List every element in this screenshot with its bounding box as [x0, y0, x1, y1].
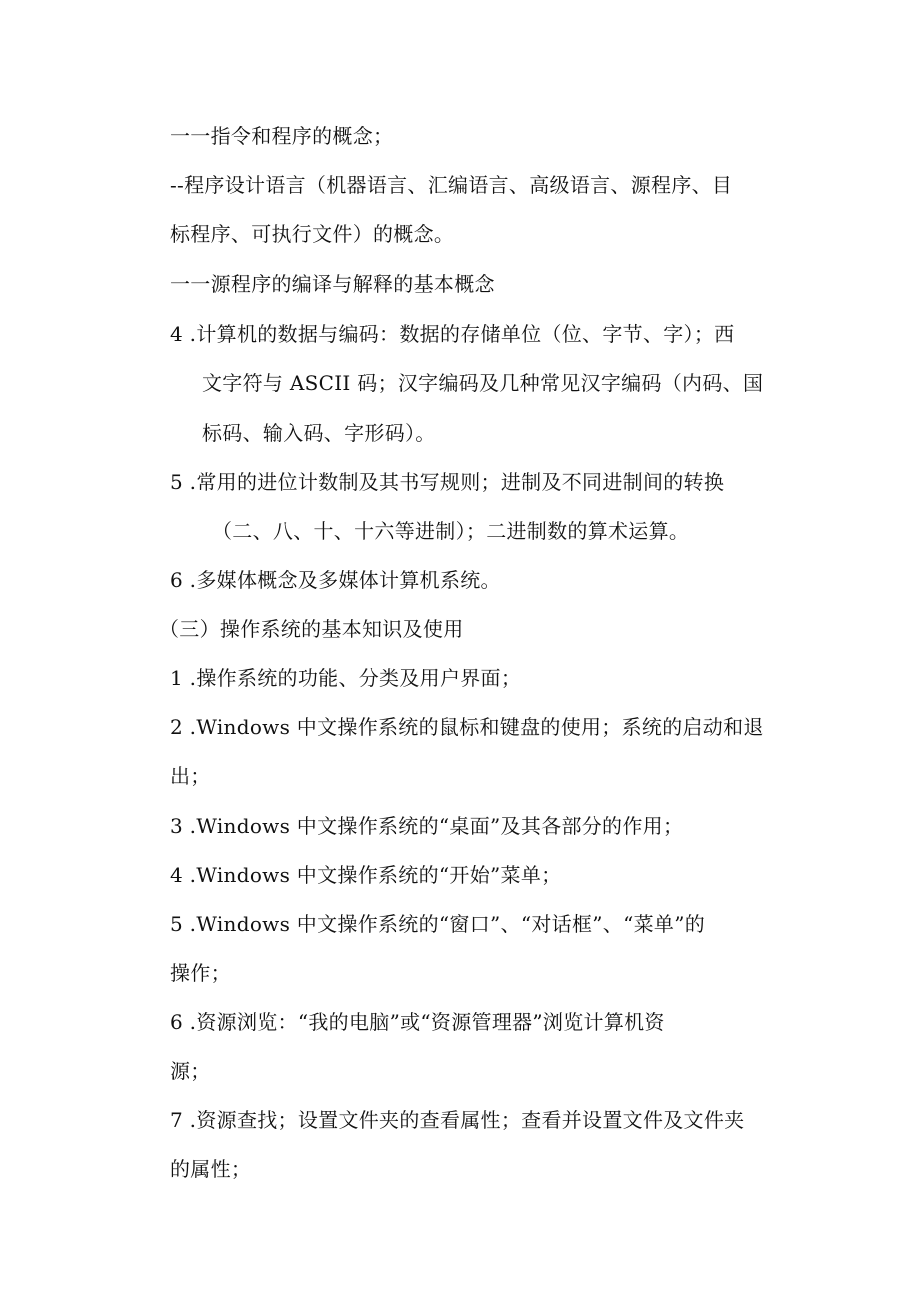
- text-line: 7 .资源查找；设置文件夹的查看属性；查看并设置文件及文件夹: [170, 1108, 745, 1132]
- text-line: 4 .计算机的数据与编码：数据的存储单位（位、字节、字）；西: [170, 322, 735, 346]
- section-heading: （三）操作系统的基本知识及使用: [159, 617, 464, 641]
- text-line: 操作；: [170, 961, 231, 985]
- text-line: 5 .Windows 中文操作系统的“窗口”、“对话框”、“菜单”的: [170, 912, 706, 936]
- text-line: 一一源程序的编译与解释的基本概念: [170, 272, 495, 296]
- text-line: 2 .Windows 中文操作系统的鼠标和键盘的使用；系统的启动和退: [170, 715, 764, 739]
- text-line: --程序设计语言（机器语言、汇编语言、高级语言、源程序、目: [170, 173, 733, 197]
- text-line: 3 .Windows 中文操作系统的“桌面”及其各部分的作用；: [170, 814, 684, 838]
- text-line: 1 .操作系统的功能、分类及用户界面；: [170, 666, 522, 690]
- text-line: （二、八、十、十六等进制）；二进制数的算术运算。: [212, 519, 690, 543]
- text-line: 的属性；: [170, 1157, 252, 1181]
- text-line: 出；: [170, 764, 211, 788]
- text-line: 文字符与 ASCII 码；汉字编码及几种常见汉字编码（内码、国: [202, 371, 764, 395]
- text-line: 一一指令和程序的概念；: [170, 124, 394, 148]
- text-line: 6 .多媒体概念及多媒体计算机系统。: [170, 568, 501, 592]
- text-line: 标程序、可执行文件）的概念。: [170, 222, 455, 246]
- text-line: 标码、输入码、字形码）。: [202, 421, 436, 445]
- text-line: 源；: [170, 1059, 211, 1083]
- text-line: 6 .资源浏览：“我的电脑”或“资源管理器”浏览计算机资: [170, 1010, 665, 1034]
- text-line: 5 .常用的进位计数制及其书写规则；进制及不同进制间的转换: [170, 470, 725, 494]
- text-line: 4 .Windows 中文操作系统的“开始”菜单；: [170, 863, 562, 887]
